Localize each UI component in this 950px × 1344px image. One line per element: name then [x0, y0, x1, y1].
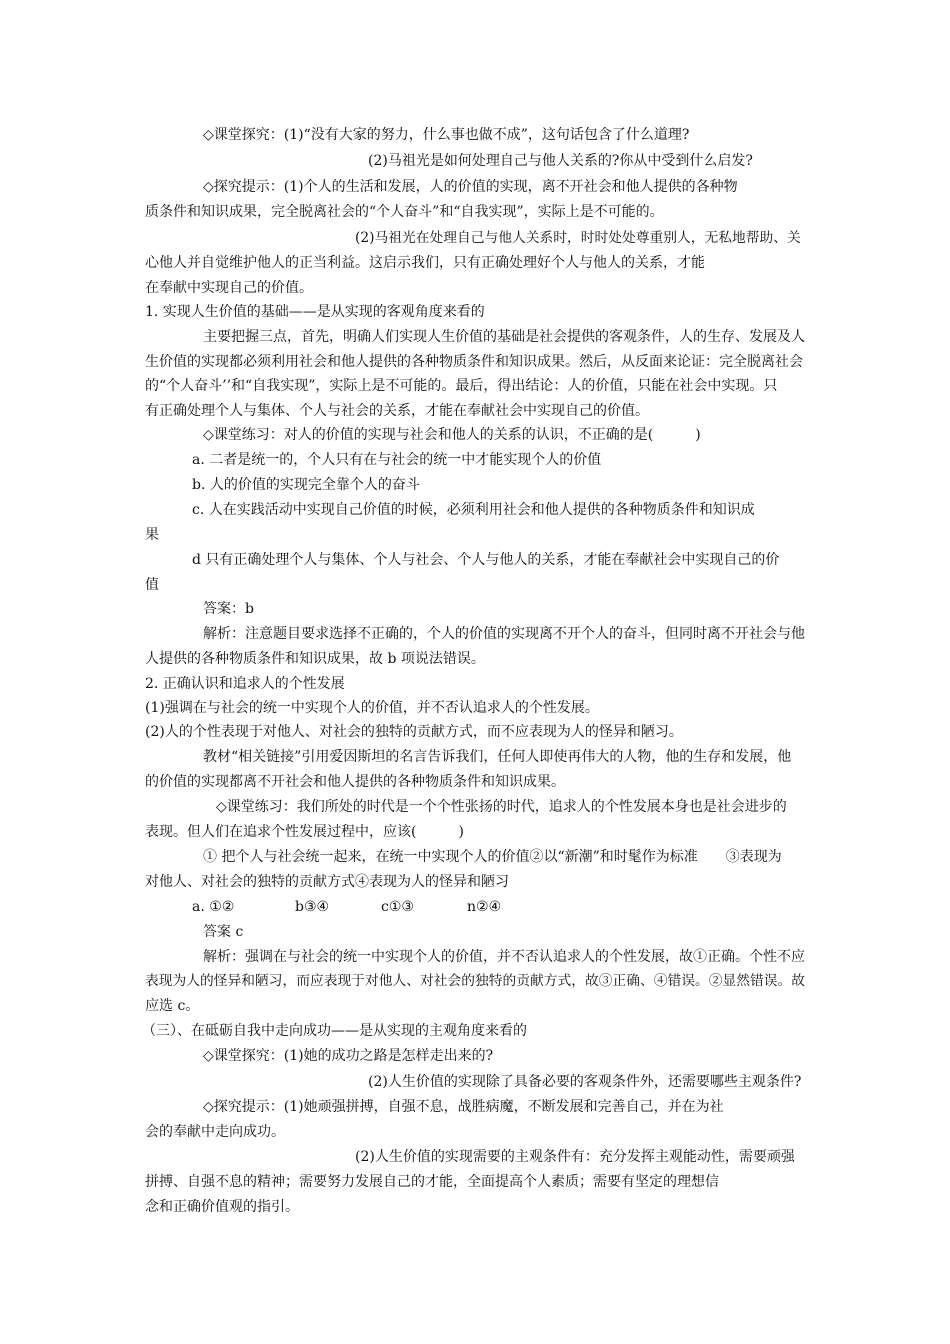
text-line: (2)人生价值的实现需要的主观条件有：充分发挥主观能动性，需要顽强	[355, 1149, 795, 1165]
text-line: 拼搏、自强不息的精神；需要努力发展自己的才能，全面提高个人素质；需要有坚定的理想信	[145, 1174, 719, 1190]
section-heading: （三）、在砥砺自我中走向成功——是从实现的主观角度来看的	[142, 1023, 527, 1039]
option-d: n②④	[467, 899, 502, 915]
section-heading: 2. 正确认识和追求人的个性发展	[145, 676, 345, 692]
analysis: 解析：强调在与社会的统一中实现个人的价值，并不否认追求人的个性发展，故①正确。个性不应	[203, 949, 805, 965]
text-line: 表现为人的怪异和陋习，而应表现于对他人、对社会的独特的贡献方式，故③正确、④错误。②显然错误。故	[145, 973, 806, 989]
text-line: ◇探究提示：(1)个人的生活和发展，人的价值的实现，离不开社会和他人提供的各种物	[203, 179, 738, 195]
text-line: 教材“相关链接”引用爱因斯坦的名言告诉我们，任何人即使再伟大的人物，他的生存和发展，他	[203, 749, 792, 765]
text-line: ◇课堂练习：我们所处的时代是一个个性张扬的时代，追求人的个性发展本身也是社会进步的	[216, 799, 787, 815]
option-b: b. 人的价值的实现完全靠个人的奋斗	[192, 477, 420, 493]
text-line: 应选 c。	[145, 998, 200, 1014]
text-line: 念和正确价值观的指引。	[145, 1199, 299, 1215]
option-a: a. ①②	[192, 899, 235, 915]
option-a: a. 二者是统一的，个人只有在与社会的统一中才能实现个人的价值	[192, 452, 602, 468]
text-line: 人提供的各种物质条件和知识成果，故 b 项说法错误。	[145, 651, 485, 667]
text-line: (2)人生价值的实现除了具备必要的客观条件外，还需要哪些主观条件?	[368, 1074, 802, 1090]
text-line: 的价值的实现都离不开社会和他人提供的各种物质条件和知识成果。	[145, 774, 565, 790]
option-b: b③④	[295, 899, 330, 915]
text-line: 生价值的实现都必须利用社会和他人提供的各种物质条件和知识成果。然后，从反面来论证：完全脱离社会	[145, 354, 803, 370]
text-line: 对他人、对社会的独特的贡献方式④表现为人的怪异和陋习	[145, 874, 509, 890]
text-line: ◇课堂探究：(1)她的成功之路是怎样走出来的?	[203, 1048, 494, 1064]
text-line: 主要把握三点，首先，明确人们实现人生价值的基础是社会提供的客观条件，人的生存、发展及人	[203, 329, 805, 345]
text-line: (2)人的个性表现于对他人、对社会的独特的贡献方式，而不应表现为人的怪异和陋习。	[145, 724, 683, 740]
text-line: (2)马祖光是如何处理自己与他人关系的?你从中受到什么启发?	[368, 153, 753, 169]
text-line: 的“个人奋斗’’和“自我实现”，实际上是不可能的。最后，得出结论：人的价值，只能在社会中实现。只	[145, 378, 778, 394]
text-line: ◇课堂探究：(1)“没有大家的努力，什么事也做不成”，这句话包含了什么道理?	[203, 127, 690, 143]
text-line: ◇课堂练习：对人的价值的实现与社会和他人的关系的认识，不正确的是( )	[203, 427, 701, 443]
text-line: 会的奉献中走向成功。	[145, 1124, 285, 1140]
text-line: (1)强调在与社会的统一中实现个人的价值，并不否认追求人的个性发展。	[145, 700, 599, 716]
option-c: c①③	[381, 899, 414, 915]
analysis: 解析：注意题目要求选择不正确的，个人的价值的实现离不开个人的奋斗，但同时离不开社会与他	[203, 626, 805, 642]
text-line: ① 把个人与社会统一起来，在统一中实现个人的价值②以“新潮”和时髦作为标准 ③表现为	[203, 849, 782, 865]
text-line: ◇探究提示：(1)她顽强拼搏，自强不息，战胜病魔，不断发展和完善自己，并在为社	[203, 1099, 724, 1115]
text-line: 在奉献中实现自己的价值。	[145, 280, 313, 296]
text-line: 有正确处理个人与集体、个人与社会的关系，才能在奉献社会中实现自己的价值。	[145, 403, 649, 419]
text-line: 值	[145, 577, 159, 593]
text-line: 心他人并自觉维护他人的正当利益。这启示我们，只有正确处理好个人与他人的关系，才能	[145, 255, 705, 271]
answer: 答案 c	[203, 924, 244, 940]
text-line: (2)马祖光在处理自己与他人关系时，时时处处尊重别人，无私地帮助、关	[355, 230, 801, 246]
text-line: 果	[145, 527, 159, 543]
option-c: c. 人在实践活动中实现自己价值的时候，必须利用社会和他人提供的各种物质条件和知识成	[192, 502, 755, 518]
text-line: 质条件和知识成果，完全脱离社会的“个人奋斗”和“自我实现”，实际上是不可能的。	[145, 204, 664, 220]
answer: 答案：b	[203, 601, 254, 617]
section-heading: 1. 实现人生价值的基础——是从实现的客观角度来看的	[145, 304, 485, 320]
option-d: d 只有正确处理个人与集体、个人与社会、个人与他人的关系，才能在奉献社会中实现自己的价	[192, 552, 780, 568]
text-line: 表现。但人们在追求个性发展过程中，应该( )	[145, 824, 464, 840]
